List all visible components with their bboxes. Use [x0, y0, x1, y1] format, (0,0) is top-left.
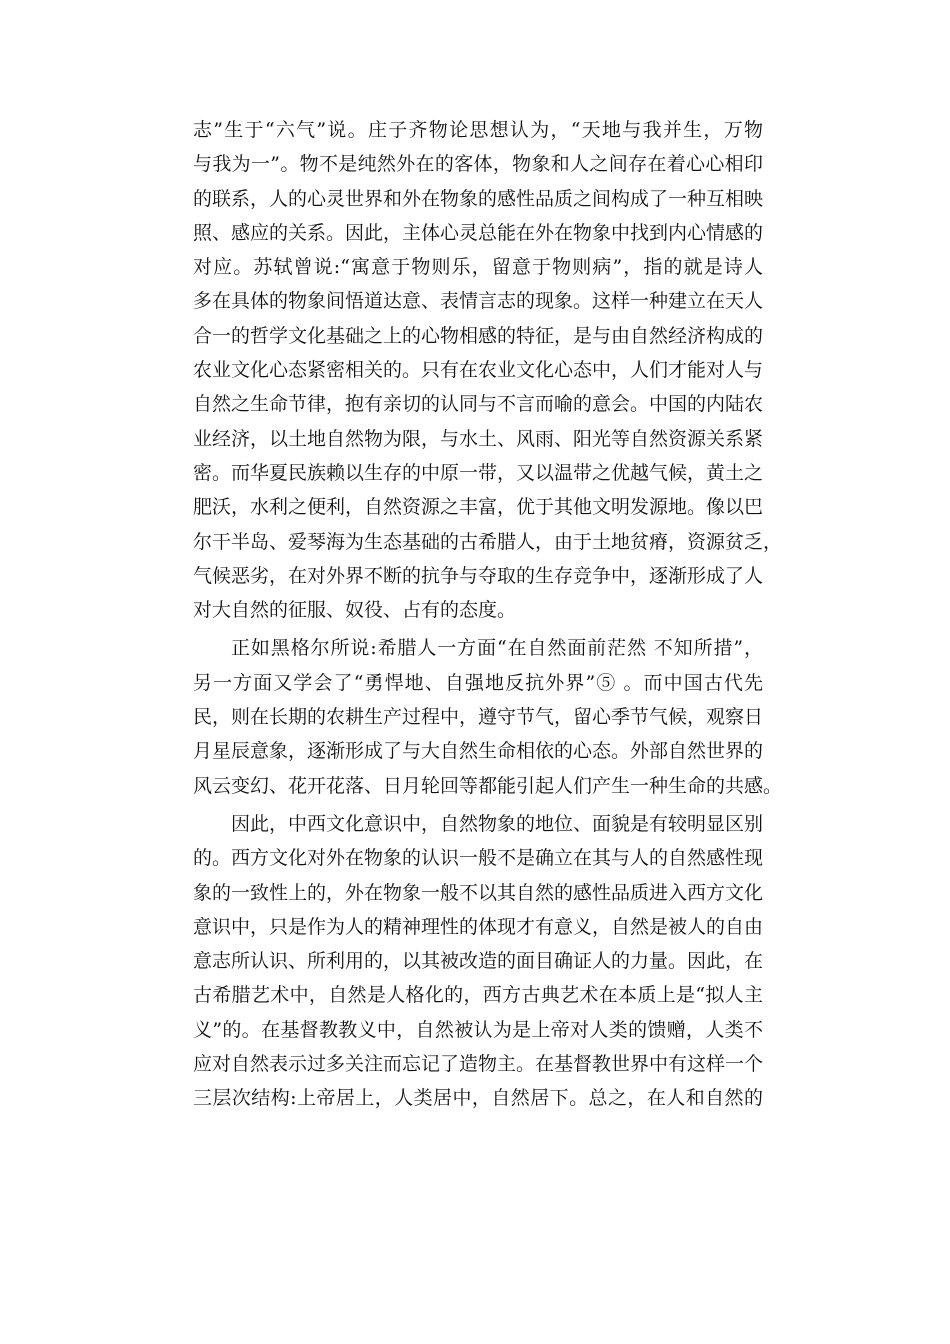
text-line: 对大自然的征服、奴役、占有的态度。	[193, 599, 517, 622]
text-line: 意志所认识、所利用的，以其被改造的面目确证人的力量。因此，在	[193, 950, 764, 973]
text-line: 古希腊艺术中，自然是人格化的，西方古典艺术在本质上是“拟人主	[193, 984, 763, 1007]
text-line: 三层次结构:上帝居上，人类居中，自然居下。总之，在人和自然的	[193, 1087, 763, 1110]
text-line: 另一方面又学会了“勇悍地、自强地反抗外界”⑤ 。而中国古代先	[193, 671, 763, 694]
text-line: 尔干半岛、爱琴海为生态基础的古希腊人，由于土地贫瘠，资源贫乏，	[193, 530, 783, 553]
text-line: 的联系，人的心灵世界和外在物象的感性品质之间构成了一种互相映	[193, 187, 764, 210]
text-line: 农业文化心态紧密相关的。只有在农业文化心态中，人们才能对人与	[193, 359, 764, 382]
text-line: 风云变幻、花开花落、日月轮回等都能引起人们产生一种生命的共感。	[193, 774, 783, 797]
text-line: 应对自然表示过多关注而忘记了造物主。在基督教世界中有这样一个	[193, 1053, 764, 1076]
text-line: 因此，中西文化意识中，自然物象的地位、面貌是有较明显区别	[231, 812, 764, 835]
text-line: 象的一致性上的，外在物象一般不以其自然的感性品质进入西方文化	[193, 881, 764, 904]
text-line: 义”的。在基督教教义中，自然被认为是上帝对人类的馈赠，人类不	[193, 1018, 763, 1041]
body-text	[193, 113, 783, 1116]
text-line: 业经济，以土地自然物为限，与水土、风雨、阳光等自然资源关系紧	[193, 427, 764, 450]
text-line: 自然之生命节律，抱有亲切的认同与不言而喻的意会。中国的内陆农	[193, 393, 764, 416]
text-line: 合一的哲学文化基础之上的心物相感的特征，是与由自然经济构成的	[193, 324, 764, 347]
paragraph-1	[193, 113, 783, 627]
text-line: 多在具体的物象间悟道达意、表情言志的现象。这样一种建立在天人	[193, 290, 764, 313]
text-line: 志”生于“六气”说。庄子齐物论思想认为，“天地与我并生，万物	[193, 119, 763, 141]
text-line: 正如黑格尔所说:希腊人一方面“在自然面前茫然 不知所措”，	[231, 637, 763, 660]
text-line: 气候恶劣，在对外界不断的抗争与夺取的生存竞争中，逐渐形成了人	[193, 564, 764, 587]
paragraph-3	[193, 807, 763, 1116]
text-line: 对应。苏轼曾说:“寓意于物则乐，留意于物则病”，指的就是诗人	[193, 256, 763, 279]
text-line: 与我为一”。物不是纯然外在的客体，物象和人之间存在着心心相印	[193, 153, 763, 176]
text-line: 密。而华夏民族赖以生存的中原一带，又以温带之优越气候，黄土之	[193, 461, 764, 484]
paragraph-2	[193, 631, 783, 802]
text-line: 照、感应的关系。因此，主体心灵总能在外在物象中找到内心情感的	[193, 221, 764, 244]
text-line: 肥沃，水利之便利，自然资源之丰富，优于其他文明发源地。像以巴	[193, 496, 764, 519]
text-line: 月星辰意象，逐渐形成了与大自然生命相依的心态。外部自然世界的	[193, 740, 764, 763]
text-line: 民，则在长期的农耕生产过程中，遵守节气，留心季节气候，观察日	[193, 706, 764, 729]
text-line: 意识中，只是作为人的精神理性的体现才有意义，自然是被人的自由	[193, 915, 764, 938]
text-line: 的。西方文化对外在物象的认识一般不是确立在其与人的自然感性现	[193, 847, 764, 870]
